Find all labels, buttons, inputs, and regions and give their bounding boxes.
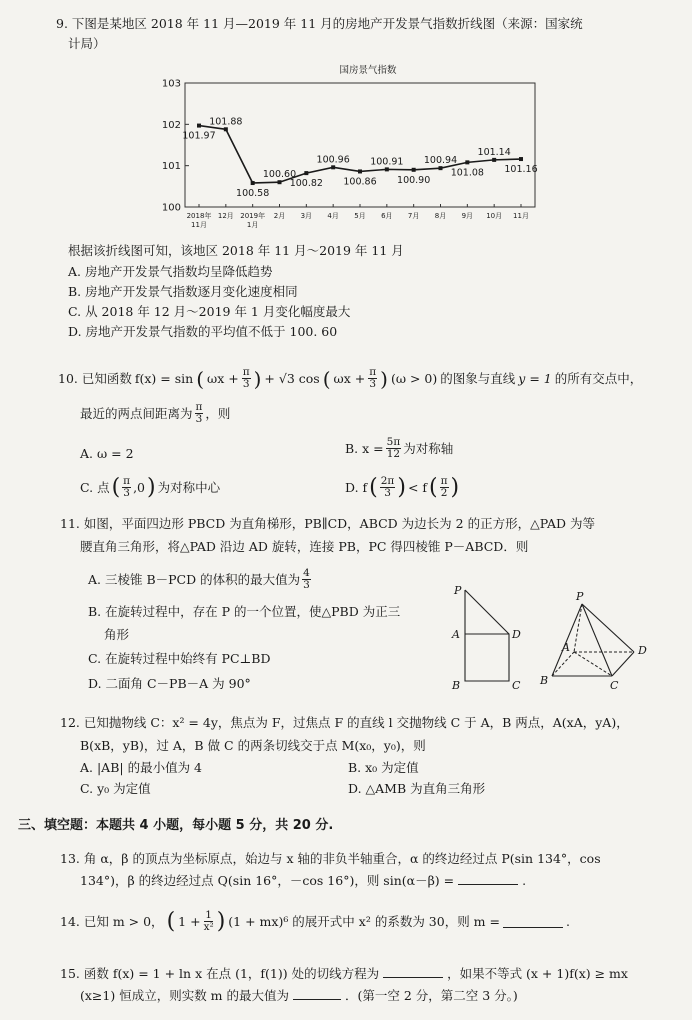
q14-frac: $\frac{1}{\text{x²}}$ [203, 909, 214, 933]
q14-line: 14. 已知 m > 0， ( 1 + $\frac{1}{\text{x²}}$ ) (1 + mx)⁶ 的展开式中 x² 的系数为 30，则 m = . [60, 908, 570, 934]
q10-tail: 的所有交点中， [554, 370, 643, 386]
data-point [251, 181, 255, 185]
q10-stem: 10. 已知函数 f(x) = sin ( ωx + $\frac{\pi}{3}$ ) + √3 cos ( ωx + $\frac{\pi}{3}$ ) (ω > 0) 的图象与直线 y = 1 的所有交点中， [58, 366, 643, 391]
q10-dist-frac: π 3 [195, 401, 203, 425]
q10-frac-pi3-a: $\frac{\pi}{3}$ [242, 366, 250, 390]
q15-answer-blank-2 [293, 987, 341, 1000]
data-label: 100.58 [236, 188, 270, 200]
q11-option-d: D. 二面角 C－PB－A 为 90° [88, 676, 251, 691]
q13-line2: 134°)，β 的终边经过点 Q(sin 16°，－cos 16°)，则 sin(α－β) = . [80, 873, 527, 888]
data-label: 101.88 [209, 116, 243, 128]
y-tick-label: 100 [161, 202, 181, 214]
data-point [439, 166, 443, 170]
fig2-label-c: C [610, 679, 619, 692]
q11-figure-trapezoid [448, 582, 538, 694]
x-tick-label: 8月 [434, 212, 447, 220]
q12-stem-line1: 12. 已知抛物线 C：x² = 4y，焦点为 F，过焦点 F 的直线 l 交抛物线 C 于 A，B 两点，A(xA，yA)， [60, 715, 629, 730]
data-point [224, 127, 228, 131]
fig2-label-d: D [638, 644, 647, 657]
q10-line: y = 1 [518, 370, 552, 386]
data-point [492, 158, 496, 162]
q11-option-b-line1: B. 在旋转过程中，存在 P 的一个位置，使△PBD 为正三 [88, 604, 401, 619]
x-tick-label: 11月 [191, 221, 207, 229]
data-point [197, 124, 201, 128]
q13-answer-blank [458, 872, 518, 885]
q10-lead: 10. 已知函数 [58, 370, 132, 386]
q10-option-a: A. ω = 2 [80, 446, 134, 461]
q10-cos: + √3 cos [264, 370, 320, 386]
fig2-label-b: B [540, 674, 549, 687]
q11-stem-line2: 腰直角三角形，将△PAD 沿边 AD 旋转，连接 PB，PC 得四棱锥 P－ABCD．则 [80, 539, 529, 554]
x-tick-label: 2018年 [186, 212, 212, 220]
q9-option-c: C. 从 2018 年 12 月～2019 年 1 月变化幅度最大 [68, 304, 351, 319]
data-point [412, 168, 416, 172]
data-label: 101.16 [504, 164, 538, 176]
q10-line2 [80, 402, 230, 425]
q10-option-d: D. f ( 2π 3 ) < f ( π 2 ) [345, 474, 460, 500]
q10-option-b: B. x = $\frac{5\pi}{12}$ 为对称轴 [345, 436, 454, 460]
fig1-label-d: D [512, 628, 521, 641]
q12-option-c: C. y₀ 为定值 [80, 781, 151, 796]
x-tick-label: 9月 [461, 212, 474, 220]
q10-line2-a: 最近的两点间距离为 [80, 405, 193, 421]
q10-arg2: ωx + [333, 370, 366, 386]
q10-frac-pi3-b: $\frac{\pi}{3}$ [369, 366, 377, 390]
x-tick-label: 10月 [486, 212, 503, 220]
x-tick-label: 7月 [407, 212, 420, 220]
data-label: 101.97 [182, 130, 216, 142]
data-label: 100.94 [423, 155, 458, 167]
x-tick-label: 12月 [217, 212, 234, 220]
chart-title: 国房景气指数 [339, 65, 397, 76]
y-tick-label: 102 [161, 119, 181, 131]
q9-stem-line1: 9. 下图是某地区 2018 年 11 月—2019 年 11 月的房地产开发景气指数折线图（来源：国家统 [56, 16, 583, 31]
data-point [519, 157, 523, 161]
q13-line1: 13. 角 α，β 的顶点为坐标原点，始边与 x 轴的非负半轴重合，α 的终边经过点 P(sin 134°，cos [60, 851, 601, 866]
q15-answer-blank-1 [383, 965, 443, 978]
q14-lead: 14. 已知 m > 0， [60, 913, 164, 929]
data-point [278, 180, 282, 184]
fig1-label-a: A [452, 628, 460, 641]
q11-option-b-line2: 角形 [104, 627, 130, 642]
q11-option-c: C. 在旋转过程中始终有 PC⊥BD [88, 651, 271, 666]
data-labels [182, 116, 537, 199]
data-point [331, 165, 335, 169]
q14-rest: (1 + mx)⁶ 的展开式中 x² 的系数为 30，则 m = [228, 913, 500, 929]
x-tick-label: 1月 [246, 221, 259, 229]
data-point [465, 160, 469, 164]
q11-option-a: A. 三棱锥 B－PCD 的体积的最大值为 4 3 [88, 567, 310, 591]
q10-arg1: ωx + [207, 370, 239, 386]
data-label: 100.60 [262, 169, 297, 181]
data-label: 100.86 [343, 176, 377, 188]
q9-option-b: B. 房地产开发景气指数逐月变化速度相同 [68, 284, 298, 299]
section-3-heading: 三、填空题：本题共 4 小题，每小题 5 分，共 20 分. [18, 818, 334, 833]
q9-option-d: D. 房地产开发景气指数的平均值不低于 100. 60 [68, 324, 338, 339]
data-label: 100.96 [316, 154, 350, 166]
q15-line2: (x≥1) 恒成立，则实数 m 的最大值为 ．(第一空 2 分，第二空 3 分。) [80, 988, 518, 1003]
y-tick-label: 101 [161, 161, 181, 173]
y-tick-label: 103 [161, 78, 181, 90]
x-tick-label: 2月 [273, 212, 286, 220]
data-point [304, 171, 308, 175]
q14-paren-text: 1 + [178, 913, 201, 929]
q12-option-d: D. △AMB 为直角三角形 [348, 781, 486, 796]
line-chart [155, 56, 540, 241]
q10-f: f(x) = sin [134, 370, 194, 386]
x-tick-label: 5月 [354, 212, 366, 220]
q9-after-text: 根据该折线图可知，该地区 2018 年 11 月～2019 年 11 月 [68, 243, 404, 258]
data-label: 100.90 [397, 174, 431, 186]
q9-stem-line2: 计局） [68, 36, 106, 51]
data-label: 101.08 [450, 167, 484, 179]
x-axis [187, 204, 529, 229]
data-point [358, 169, 362, 173]
q10-omega: (ω > 0) [390, 370, 438, 386]
q11-stem-line1: 11. 如图，平面四边形 PBCD 为直角梯形，PB∥CD，ABCD 为边长为 2 的正方形，△PAD 为等 [60, 516, 595, 531]
fig1-label-c: C [512, 679, 521, 692]
q12-stem-line2: B(xB，yB)，过 A，B 做 C 的两条切线交于点 M(x₀，y₀)，则 [80, 738, 426, 753]
data-label: 100.82 [289, 178, 323, 190]
fig1-label-p: P [454, 584, 462, 597]
q10-mid: 的图象与直线 [440, 370, 516, 386]
q12-option-b: B. x₀ 为定值 [348, 760, 419, 775]
q15-line1: 15. 函数 f(x) = 1 + ln x 在点 (1，f(1)) 处的切线方程为 ，如果不等式 (x + 1)f(x) ≥ mx [60, 966, 628, 981]
q10-line2-b: ，则 [205, 405, 231, 421]
x-tick-label: 11月 [513, 212, 529, 220]
q14-end: . [565, 913, 570, 929]
data-label: 100.91 [370, 156, 404, 168]
data-label: 101.14 [477, 146, 511, 158]
fig1-label-b: B [452, 679, 461, 692]
data-point [385, 167, 389, 171]
fig2-label-p: P [576, 590, 584, 603]
fig2-label-a: A [562, 641, 570, 654]
x-tick-label: 4月 [327, 212, 339, 220]
q11-figure-pyramid [538, 588, 658, 696]
q9-option-a: A. 房地产开发景气指数均呈降低趋势 [68, 264, 273, 279]
q12-option-a: A. |AB| 的最小值为 4 [80, 760, 203, 775]
q14-answer-blank [503, 915, 563, 928]
x-tick-label: 6月 [381, 212, 393, 220]
x-tick-label: 2019年 [240, 212, 266, 220]
x-tick-label: 3月 [300, 212, 313, 220]
q10-option-c: C. 点 ( π 3 ,0 ) 为对称中心 [80, 474, 221, 500]
